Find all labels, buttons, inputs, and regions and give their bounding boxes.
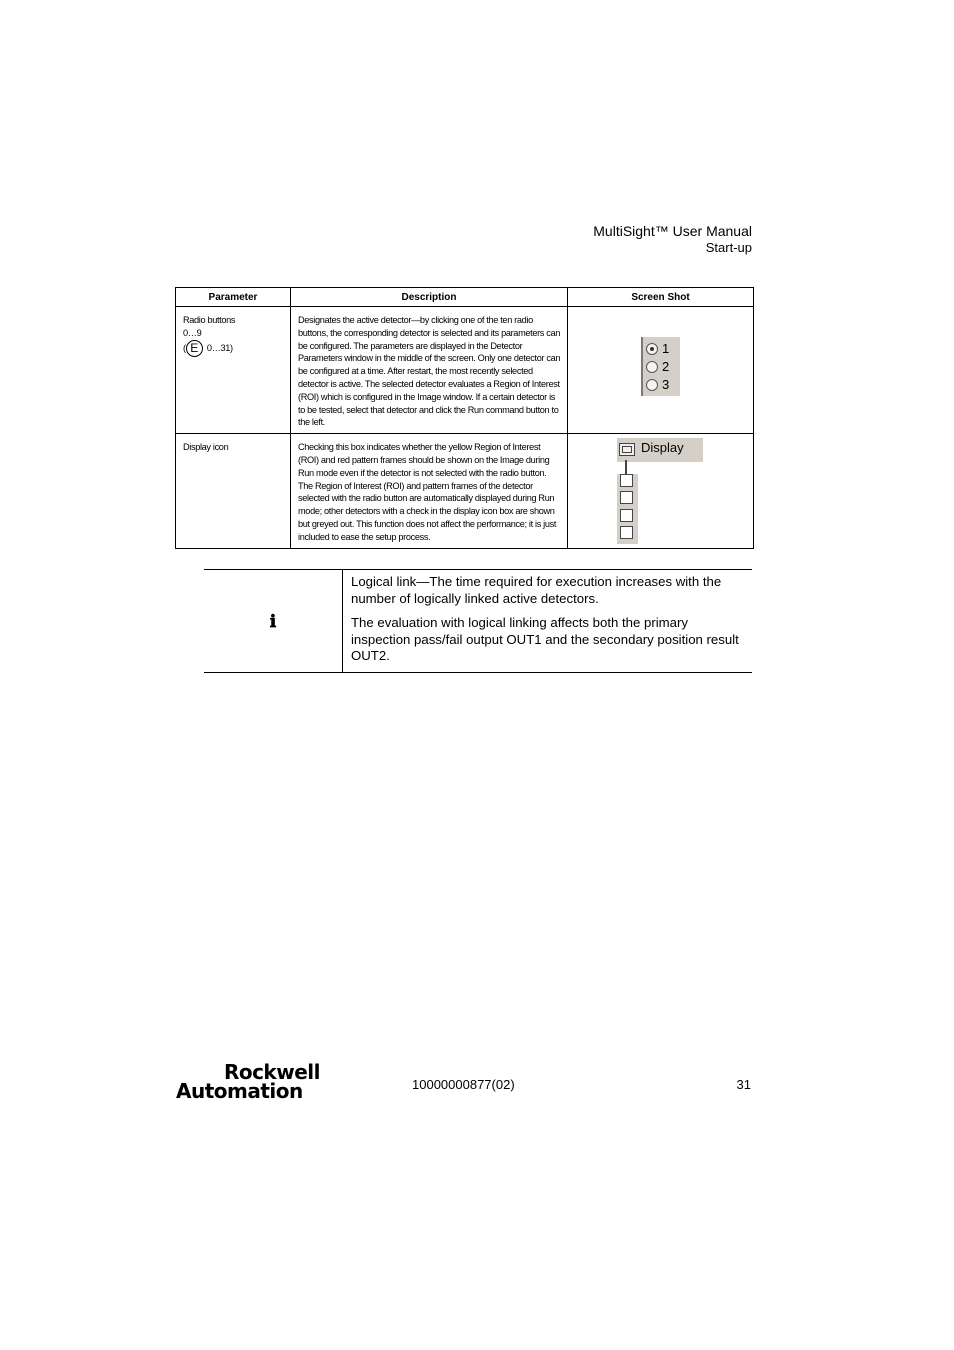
- logo-line-2: Automation: [176, 1079, 303, 1103]
- manual-title: MultiSight™ User Manual: [593, 223, 752, 239]
- radio-option-3[interactable]: [646, 376, 680, 394]
- column-header-parameter: Parameter: [176, 288, 291, 307]
- note-paragraph-1: Logical link—The time required for execution increases with the number of logically linked active detectors.: [351, 574, 722, 606]
- radio-selected-icon: [646, 343, 658, 355]
- radio-buttons-screenshot: [641, 337, 680, 396]
- display-window-icon: [619, 443, 635, 456]
- display-checkbox[interactable]: [620, 474, 633, 487]
- display-checkbox[interactable]: [620, 509, 633, 522]
- e-badge-icon: E: [186, 340, 203, 357]
- note-text: [351, 574, 746, 673]
- radio-label: 1: [662, 340, 670, 356]
- extended-range-text: 0…31): [204, 342, 233, 353]
- parameter-cell: [176, 307, 291, 434]
- radio-unselected-icon: [646, 379, 658, 391]
- section-name: Start-up: [705, 240, 752, 255]
- radio-option-2[interactable]: [646, 358, 680, 376]
- parameter-cell: [176, 434, 291, 549]
- column-header-screenshot: Screen Shot: [568, 288, 754, 307]
- logo-line-1: Rockwell: [223, 1060, 320, 1084]
- document-number: 10000000877(02): [412, 1077, 515, 1092]
- radio-label: 3: [662, 376, 670, 392]
- radio-option-1[interactable]: [646, 340, 680, 358]
- parameter-name: Radio buttons: [183, 315, 236, 325]
- display-checkbox[interactable]: [620, 491, 633, 504]
- table-row: [176, 434, 754, 549]
- tree-line: [625, 460, 627, 474]
- table-row: [176, 307, 754, 434]
- column-header-description: Description: [291, 288, 568, 307]
- description-cell: Designates the active detector—by clicking one of the ten radio buttons, the corresponding detector is selected and its parameters can be configured. The parameters are displayed in the Detector Parameters window in the middle of the screen. Only one detector can be configured at a time. After restart, the most recently selected detector is active. The selected detector evaluates a Region of Interest (ROI) which is configured in the Image window. If a certain detector is to be tested, select that detector and click the Run command button to the left.: [291, 307, 568, 434]
- checkbox-strip: [617, 474, 638, 544]
- parameter-name: Display icon: [183, 442, 229, 453]
- info-icon: ℹ: [269, 612, 277, 632]
- rockwell-automation-logo: [176, 1060, 322, 1103]
- parameter-range: 0…9: [183, 327, 202, 338]
- radio-label: 2: [662, 358, 670, 374]
- screenshot-cell: [568, 307, 754, 434]
- display-label: Display: [641, 440, 684, 456]
- display-icon-screenshot: [617, 438, 752, 542]
- page-number: 31: [736, 1077, 751, 1092]
- description-cell: Checking this box indicates whether the yellow Region of Interest (ROI) and red pattern frames should be shown on the Image during Run mode even if the detector is not selected with the radio button. The Region of Interest (ROI) and pattern frames of the detector selected with the radio button are automatically displayed during Run mode; other detectors with a check in the display icon box are shown but greyed out. This function does not affect the performance; it is just included to ease the setup process.: [291, 434, 568, 549]
- display-checkbox[interactable]: [620, 526, 633, 539]
- note-paragraph-2: The evaluation with logical linking affects both the primary inspection pass/fail output OUT1 and the secondary position result OUT2.: [351, 615, 739, 663]
- display-header: [617, 438, 703, 462]
- parameter-extended-range: [183, 340, 284, 357]
- screenshot-cell: [568, 434, 754, 549]
- parameter-table: [175, 287, 754, 549]
- info-note: [204, 569, 752, 673]
- note-icon-column: [204, 570, 343, 672]
- table-header-row: [176, 288, 754, 307]
- radio-unselected-icon: [646, 361, 658, 373]
- paren-open: (: [183, 342, 186, 353]
